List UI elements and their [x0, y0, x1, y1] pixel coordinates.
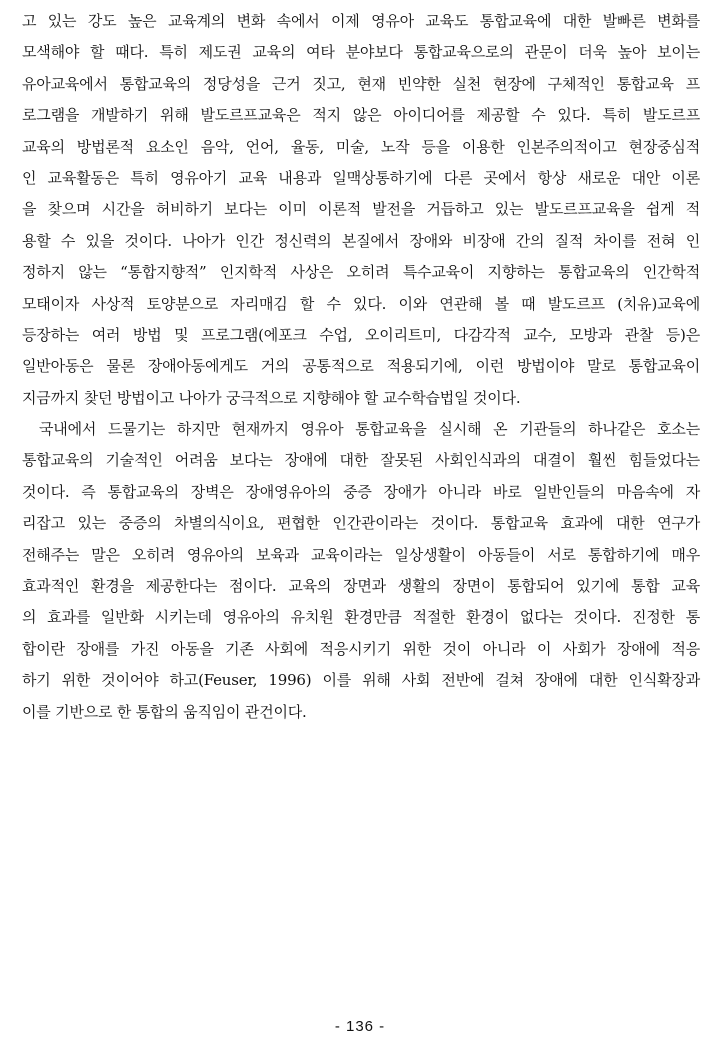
text-line: 모태이자 사상적 토양분으로 자리매김 할 수 있다. 이와 연관해 볼 때 발도르프 (치유)교육에 [22, 294, 700, 313]
text-line: 것이다. 즉 통합교육의 장벽은 장애영유아의 중증 장애가 아니라 바로 일반인들의 마음속에 자 [22, 482, 700, 501]
text-line: 등장하는 여러 방법 및 프로그램(에포크 수업, 오이리트미, 다감각적 교수, 모방과 관찰 등)은 [22, 325, 700, 344]
text-line: 교육의 방법론적 요소인 음악, 언어, 율동, 미술, 노작 등을 이용한 인본주의적이고 현장중심적 [22, 137, 700, 156]
text-line: 이를 기반으로 한 통합의 움직임이 관건이다. [22, 702, 307, 721]
text-line: 정하지 않는 “통합지향적” 인지학적 사상은 오히려 특수교육이 지향하는 통합교육의 인간학적 [22, 263, 700, 282]
text-line: 하기 위한 것이어야 하고(Feuser, 1996) 이를 위해 사회 전반에 걸쳐 장애에 대한 인식확장과 [22, 671, 701, 690]
text-line: 지금까지 찾던 방법이고 나아가 궁극적으로 지향해야 할 교수학습법일 것이다. [22, 388, 521, 407]
text-line: 을 찾으며 시간을 허비하기 보다는 이미 이론적 발전을 거듭하고 있는 발도르프교육을 쉽게 적 [22, 200, 700, 219]
text-line: 로그램을 개발하기 위해 발도르프교육은 적지 않은 아이디어를 제공할 수 있다. 특히 발도르프 [22, 106, 700, 125]
text-line: 인 교육활동은 특히 영유아기 교육 내용과 일맥상통하기에 다른 곳에서 항상 새로운 대안 이론 [22, 168, 700, 187]
text-line: 용할 수 있을 것이다. 나아가 인간 정신력의 본질에서 장애와 비장애 간의 질적 차이를 전혀 인 [22, 231, 700, 250]
text-line: 일반아동은 물론 장애아동에게도 거의 공통적으로 적용되기에, 이런 방법이야 말로 통합교육이 [22, 357, 700, 376]
text-line: 고 있는 강도 높은 교육계의 변화 속에서 이제 영유아 교육도 통합교육에 대한 발빠른 변화를 [22, 12, 700, 30]
text-line: 유아교육에서 통합교육의 정당성을 근거 짓고, 현재 빈약한 실천 현장에 구체적인 통합교육 프 [22, 74, 700, 93]
page-number: - 136 - [334, 1018, 386, 1035]
text-line: 리잡고 있는 중증의 차별의식이요, 편협한 인간관이라는 것이다. 통합교육 효과에 대한 연구가 [22, 514, 700, 533]
paragraph-1 [22, 6, 700, 414]
text-line: 효과적인 환경을 제공한다는 점이다. 교육의 장면과 생활의 장면이 통합되어 있기에 통합 교육 [22, 577, 700, 596]
text-line: 모색해야 할 때다. 특히 제도권 교육의 여타 분야보다 통합교육으로의 관문이 더욱 높아 보이는 [22, 43, 700, 62]
text-line: 국내에서 드물기는 하지만 현재까지 영유아 통합교육을 실시해 온 기관들의 하나같은 호소는 [39, 420, 700, 439]
text-line: 합이란 장애를 가진 아동을 기존 사회에 적응시키기 위한 것이 아니라 이 사회가 장애에 적응 [22, 639, 700, 658]
text-line: 의 효과를 일반화 시키는데 영유아의 유치원 환경만큼 적절한 환경이 없다는 것이다. 진정한 통 [22, 608, 700, 627]
body-text [22, 6, 700, 728]
text-line: 통합교육의 기술적인 어려움 보다는 장애에 대한 잘못된 사회인식과의 대결이 훨씬 힘들었다는 [22, 451, 700, 470]
paragraph-2 [22, 414, 700, 728]
text-line: 전해주는 말은 오히려 영유아의 보육과 교육이라는 일상생활이 아동들이 서로 통합하기에 매우 [22, 545, 700, 564]
